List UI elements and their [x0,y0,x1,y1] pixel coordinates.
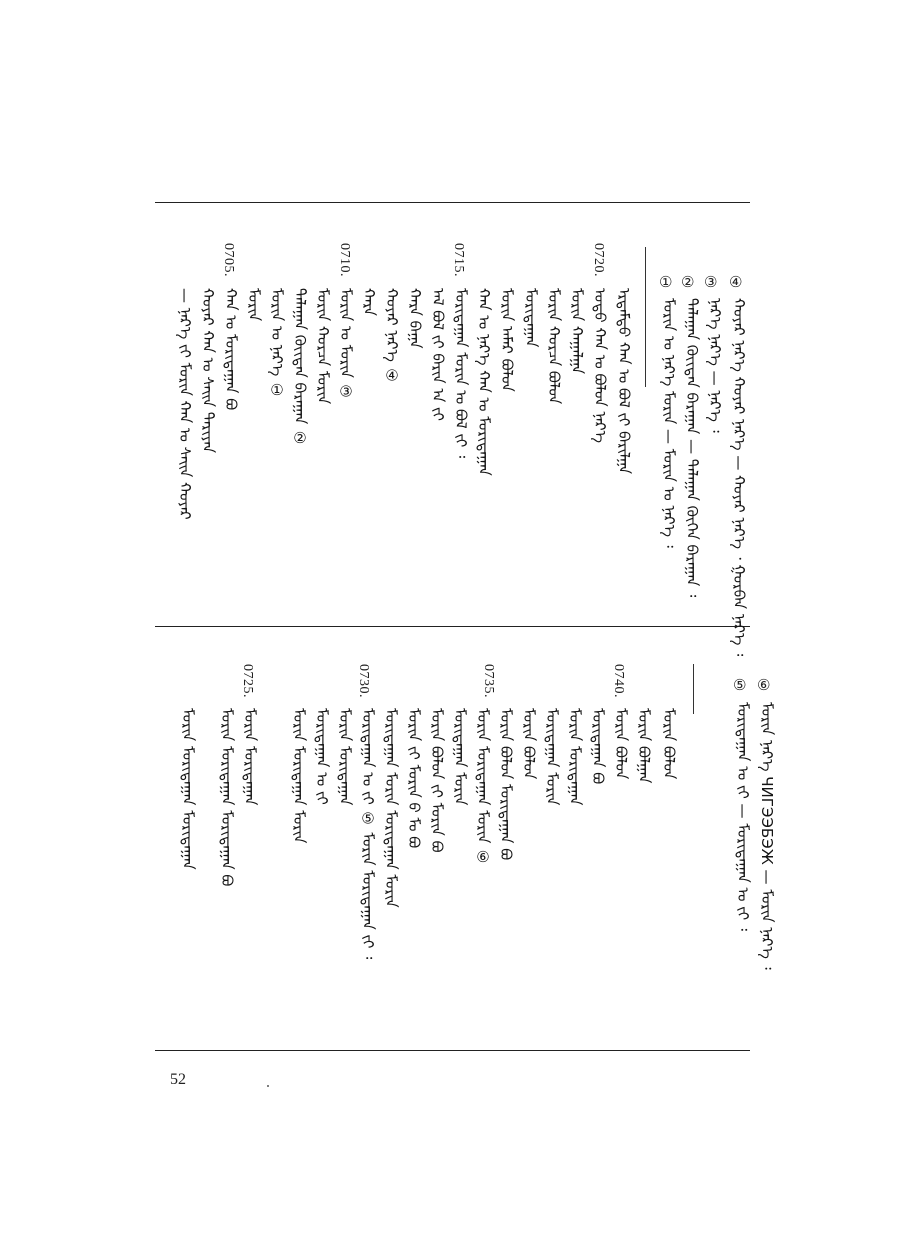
footnote-marker-1: ① [659,273,673,291]
text-line: ᠮᠤᠷᠢᠨ ᠬᠤᠷᠴᠠ ᠮᠣᠷᠢᠨ [314,288,332,405]
text-line: ᠮᠣᠷᠢᠨ ᠪᠣᠯᠭᠠᠨ [635,708,653,784]
text-line: ᠲᠠᠯᠠᠭᠠᠨ ᠬᠦᠢᠲᠡᠨ ᠪᠠᠷᠠᠭᠠᠨ ② [291,288,309,448]
text-line: ᠮᠣᠷᠢᠨ ᠪᠣᠯᠤᠨ [520,708,538,780]
line-number: 0715. [451,243,466,277]
line-number: 0740. [611,664,626,698]
footnote-marker-4: ④ [729,273,743,291]
text-line: ᠮᠣᠷᠢᠳᠠᠭᠠᠨ ᠮᠣᠷᠢᠨ ᠮᠣᠷᠢᠳᠠᠭᠠᠨ ᠮᠣᠷᠢᠨ [382,708,400,908]
line-number: 0730. [356,664,371,698]
text-line: ᠮᠣᠷᠢᠨ [245,288,263,322]
footnote-marker-5: ⑤ [733,676,747,694]
text-line: ᠮᠣᠷᠢᠨ ᠪᠣᠯᠤᠨ [612,708,630,780]
text-line: ᠮᠣᠷᠢᠳᠠᠭᠠᠨ ᠤ ᠵᠢ [313,708,331,805]
text-line: ᠣᠳᠣ ᠬᠠᠨ ᠤ ᠪᠣᠯᠤᠨ ᠨᠡᠷ᠎ᠡ [591,288,609,443]
text-line: ᠮᠣᠷᠢᠨ ᠵᠢ ᠮᠣᠷᠢᠨ ᠪ ᠮᠣ ᠪᠣ [405,708,423,849]
text-line: ᠮᠣᠷᠢᠨ ᠪᠣᠯᠤᠨ [660,708,678,780]
text-line: ᠮᠣᠷᠢᠳᠠᠭᠠᠨ ᠮᠣᠷᠢᠨ [543,708,561,806]
text-line: ᠮᠣᠷᠢᠨ ᠠᠮᠠᠷ ᠪᠣᠯᠤᠨ [498,288,516,392]
text-line: ᠮᠤᠷᠢᠨ ᠬᠠᠭᠠᠯᠭᠠ [568,288,586,375]
line-number: 0705. [221,243,236,277]
text-line: ᠮᠣᠷᠢᠨ ᠮᠣᠷᠢᠳᠠᠭᠠᠨ ᠮᠣᠷᠢᠳᠠᠭᠠᠨ [179,708,197,870]
text-line: ᠮᠣᠷᠢᠳᠠᠭᠠᠨ ᠤ ᠵᠢ ⑤ ᠮᠣᠷᠢᠨ ᠮᠣᠷᠢᠳᠠᠭᠠᠨ ᠵᠢ ᠄ [359,708,377,960]
text-line: ᠬᠠᠨ ᠤ ᠮᠣᠷᠢᠳᠠᠭᠠᠨ ᠪᠣ [222,288,240,411]
footnote-marker-3: ③ [704,273,718,291]
text-line: ᠮᠣᠷᠢᠨ ᠪᠣᠯᠤᠨ ᠵᠢ ᠮᠣᠷᠢᠨ ᠪᠣ [428,708,446,853]
text-line: ᠮᠤᠷᠢᠨ ᠬᠤᠷᠴᠠ ᠪᠣᠯᠤᠨ [545,288,563,405]
line-number: 0735. [481,664,496,698]
top-rule [155,202,750,203]
footnote-text-1: ᠮᠣᠷᠢᠨ ᠤ ᠨᠡᠷ᠎ᠡ ᠮᠣᠷᠢᠨ — ᠮᠣᠷᠢᠨ ᠤ ᠨᠡᠷ᠎ᠡ ᠄ [660,298,678,548]
text-line: ᠮᠣᠷᠢᠳᠠᠭᠠᠨ ᠮᠣᠷᠢᠨ ᠤ ᠪᠣᠯ ᠵᠢ ᠄ [452,288,470,459]
text-line: ᠮᠣᠷᠢᠳᠠᠭᠠᠨ ᠪᠣ [589,708,607,785]
line-number: 0720. [591,243,606,277]
text-line: ᠮᠣᠷᠢᠨ ᠮᠣᠷᠢᠳᠠᠭᠠᠨ [241,708,259,806]
text-line: ᠮᠣᠷᠢᠨ ᠪᠣᠯᠤᠨ ᠮᠣᠷᠢᠳᠠᠭᠠᠨ ᠪᠣ [497,708,515,861]
text-line: ᠠᠯ ᠪᠣᠯ ᠵᠢ ᠪᠠᠷᠢᠨ ᠠ ᠵᠢ [429,288,447,421]
text-line: ᠮᠣᠷᠢᠨ ᠤ ᠨᠡᠷ᠎ᠡ ① [268,288,286,400]
footnote-text-5: ᠮᠣᠷᠢᠳᠠᠭᠠᠨ ᠤ ᠵᠢ — ᠮᠣᠷᠢᠳᠠᠭᠠᠨ ᠤ ᠵᠢ ᠄ [734,702,752,931]
speck [267,1085,269,1087]
footnote-marker-2: ② [681,273,695,291]
text-line: ᠬᠣᠶᠠᠷ ᠨᠡᠷ᠎ᠡ ④ [383,288,401,385]
text-line: ᠮᠣᠷᠢᠨ ᠮᠣᠷᠢᠳᠠᠭᠠᠨ ᠮᠣᠷᠢᠨ ⑥ [474,708,492,867]
text-line: ᠮᠤᠷᠢᠳᠠᠭᠠᠨ [522,288,540,348]
footnote-text-4: ᠬᠣᠶᠠᠷ ᠨᠡᠷ᠎ᠡ ᠬᠣᠶᠠᠷ ᠨᠡᠷ᠎ᠡ — ᠬᠣᠶᠠᠷ ᠨᠡᠷ᠎ᠡ ᠂ ᠭᠤᠷᠪᠠᠨ ᠨᠡᠷ᠎ᠡ ᠄ [730,298,748,657]
text-line: ᠬᠠᠨ ᠤ ᠨᠡᠷ᠎ᠡ ᠬᠠᠨ ᠤ ᠮᠣᠷᠢᠳᠠᠭᠠᠨ [475,288,493,476]
text-line: — ᠨᠡᠷ᠎ᠡ ᠵᠢ ᠮᠣᠷᠢᠨ ᠬᠠᠨ ᠤ ᠰᠠᠢᠨ ᠬᠣᠶᠠᠷ [176,288,194,520]
bottom-rule [155,1050,750,1051]
text-line: ᠡᠷᠳᠡᠮᠲᠦ ᠬᠠᠨ ᠤ ᠪᠣᠯ ᠵᠢ ᠪᠠᠷᠢᠯᠭᠠ [615,288,633,475]
footnote-marker-6: ⑥ [757,676,771,694]
text-line: ᠮᠣᠷᠢᠨ ᠮᠣᠷᠢᠳᠠᠭᠠᠨ ᠮᠣᠷᠢᠳᠠᠭᠠᠨ ᠪᠣ [218,708,236,887]
footnote-text-2: ᠲᠠᠯᠠᠭᠠᠨ ᠬᠦᠢᠲᠡᠨ ᠪᠠᠷᠠᠭᠠᠨ — ᠲᠠᠯᠠᠭᠠᠨ ᠬᠥᠭᠡᠨ ᠪᠠᠷᠠᠭᠠᠨ ᠄ [683,298,701,598]
middle-rule [155,626,750,627]
line-number: 0710. [337,243,352,277]
footnote-separator-top [645,247,646,387]
footnote-text-6: ᠮᠣᠷᠢᠨ ᠨᠡᠷ᠎ᠡ ЧИГЭЭБЭЖ — ᠮᠣᠷᠢᠨ ᠨᠡᠷ᠎ᠡ ᠄ [758,702,776,970]
footnote-separator-bottom [693,664,694,714]
text-line: ᠬᠣᠶᠠᠷ ᠬᠠᠨ ᠤ ᠰᠠᠢᠨ ᠲᠠᠷᠢᠶᠠᠨ [199,288,217,454]
text-line: ᠮᠣᠷᠢᠨ ᠮᠣᠷᠢᠳᠠᠭᠠᠨ [566,708,584,806]
text-line: ᠬᠠᠷᠠ ᠪᠠᠭᠠ [406,288,424,349]
text-line: ᠮᠣᠷᠢᠨ ᠮᠣᠷᠢᠳᠠᠭᠠᠨ [336,708,354,806]
line-number: 0725. [240,664,255,698]
text-line: ᠮᠣᠷᠢᠨ ᠤ ᠮᠣᠷᠢᠨ ③ [337,288,355,401]
page-number: 52 [170,1071,186,1088]
text-line: ᠬᠠᠷᠠ [360,288,378,316]
footnote-text-3: ᠨᠡᠷ᠎ᠡ ᠨᠡᠷ᠎ᠡ — ᠨᠡᠷ᠎ᠡ ᠄ [706,298,724,433]
text-line: ᠮᠣᠷᠢᠨ ᠮᠣᠷᠢᠳᠠᠭᠠᠨ ᠮᠣᠷᠢᠨ [290,708,308,844]
text-line: ᠮᠣᠷᠢᠳᠠᠭᠠᠨ ᠮᠣᠷᠢᠨ [451,708,469,806]
